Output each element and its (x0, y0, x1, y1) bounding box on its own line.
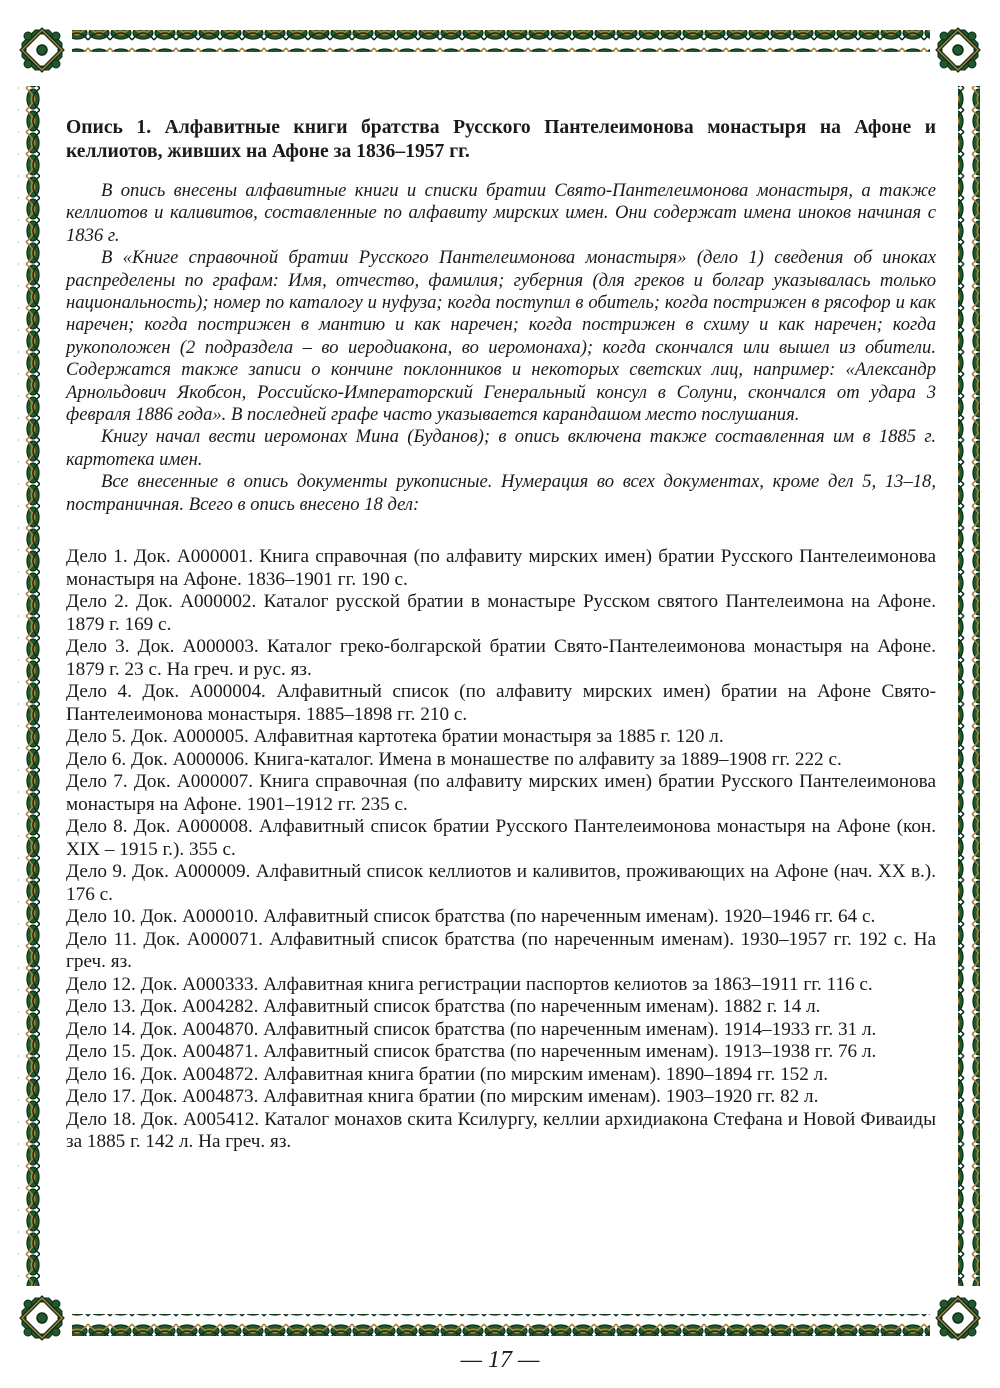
intro-paragraph: Все внесенные в опись документы рукописные. Нумерация во всех документах, кроме дел 5, 13–18, постраничная. Всего в опись внесено 18 дел: (66, 471, 936, 515)
case-entry: Дело 5. Док. А000005. Алфавитная картотека братии монастыря за 1885 г. 120 л. (66, 726, 724, 748)
case-entry: Дело 1. Док. А000001. Книга справочная (по алфавиту мирских имен) братии Русского Пантелеимонова монастыря на Афоне. 1836–1901 гг. 190 с. (66, 546, 936, 590)
border-top-band (72, 30, 930, 52)
corner-knot-top-right (934, 26, 982, 74)
case-entry: Дело 13. Док. А004282. Алфавитный список братства (по нареченным именам). 1882 г. 14 л. (66, 996, 821, 1018)
page-number: — 17 — (460, 1347, 540, 1373)
case-entry: Дело 10. Док. А000010. Алфавитный список братства (по нареченным именам). 1920–1946 гг. 64 с. (66, 906, 876, 928)
border-left-band (18, 86, 40, 1286)
intro-paragraph: Книгу начал вести иеромонах Мина (Буданов); в опись включена также составленная им в 1885 г. картотека имен. (66, 426, 936, 470)
inventory-title: Опись 1. Алфавитные книги братства Русского Пантелеимонова монастыря на Афоне и келлиотов, живших на Афоне за 1836–1957 гг. (66, 117, 936, 162)
case-entry: Дело 6. Док. А000006. Книга-каталог. Имена в монашестве по алфавиту за 1889–1908 гг. 222 с. (66, 748, 842, 770)
corner-knot-bottom-right (934, 1294, 982, 1342)
border-right-band (958, 86, 980, 1286)
intro-paragraph: В «Книге справочной братии Русского Пантелеимонова монастыря» (дело 1) сведения об иноках распределены по графам: Имя, отчество, фамилия; губерния (для греков и болгар указывалась только национальность); номер по каталогу и нуфуза; когда поступил в обитель; когда пострижен в рясофор и как наречен; когда пострижен в мантию и как наречен; когда пострижен в схиму и как наречен; когда рукоположен (2 подраздела – во иеродиакона, во иеромонаха); когда скончался или вышел из обители. Содержатся также записи о кончине поклонников и некоторых светских лиц, например: «Александр Арнольдович Якобсон, Российско-Императорский Генеральный консул в Солуни, скончался от удара 3 февраля 1886 года». В последней графе часто указывается карандашом место послушания. (66, 247, 936, 426)
case-list (66, 546, 936, 1154)
case-entry: Дело 18. Док. А005412. Каталог монахов скита Ксилургу, келлии архидиакона Стефана и Новой Фиваиды за 1885 г. 142 л. На греч. яз. (66, 1108, 936, 1153)
case-entry: Дело 16. Док. А004872. Алфавитная книга братии (по мирским именам). 1890–1894 гг. 152 л. (66, 1063, 829, 1085)
case-entry: Дело 12. Док. А000333. Алфавитная книга регистрации паспортов келиотов за 1863–1911 гг. 116 с. (66, 973, 873, 995)
case-entry: Дело 9. Док. А000009. Алфавитный список келлиотов и каливитов, проживающих на Афоне (нач. XX в.). 176 с. (66, 861, 936, 905)
case-entry: Дело 4. Док. А000004. Алфавитный список (по алфавиту мирских имен) братии на Афоне Свято-Пантелеимонова монастыря. 1885–1898 гг. 210 с. (66, 681, 936, 725)
case-entry: Дело 17. Док. А004873. Алфавитная книга братии (по мирским именам). 1903–1920 гг. 82 л. (66, 1086, 819, 1108)
page-content (66, 116, 936, 1154)
case-entry: Дело 2. Док. А000002. Каталог русской братии в монастыре Русском святого Пантелеимона на Афоне. 1879 г. 169 с. (66, 591, 936, 635)
case-entry: Дело 7. Док. А000007. Книга справочная (по алфавиту мирских имен) братии Русского Пантелеимонова монастыря на Афоне. 1901–1912 гг. 235 с. (66, 771, 936, 815)
case-entry: Дело 8. Док. А000008. Алфавитный список братии Русского Пантелеимонова монастыря на Афоне (кон. XIX – 1915 г.). 355 с. (66, 816, 936, 860)
case-entry: Дело 3. Док. А000003. Каталог греко-болгарской братии Свято-Пантелеимонова монастыря на Афоне. 1879 г. 23 с. На греч. и рус. яз. (66, 636, 936, 680)
intro-text (66, 180, 936, 516)
border-bottom-band (72, 1314, 930, 1336)
corner-knot-top-left (18, 26, 66, 74)
case-entry: Дело 11. Док. А000071. Алфавитный список братства (по нареченным именам). 1930–1957 гг. 192 с. На греч. яз. (66, 928, 936, 973)
intro-paragraph: В опись внесены алфавитные книги и списки братии Свято-Пантелеимонова монастыря, а также келлиотов и каливитов, составленные по алфавиту мирских имен. Они содержат имена иноков начиная с 1836 г. (66, 180, 936, 246)
corner-knot-bottom-left (18, 1294, 66, 1342)
case-entry: Дело 15. Док. А004871. Алфавитный список братства (по нареченным именам). 1913–1938 гг. 76 л. (66, 1041, 877, 1063)
case-entry: Дело 14. Док. А004870. Алфавитный список братства (по нареченным именам). 1914–1933 гг. 31 л. (66, 1018, 877, 1040)
